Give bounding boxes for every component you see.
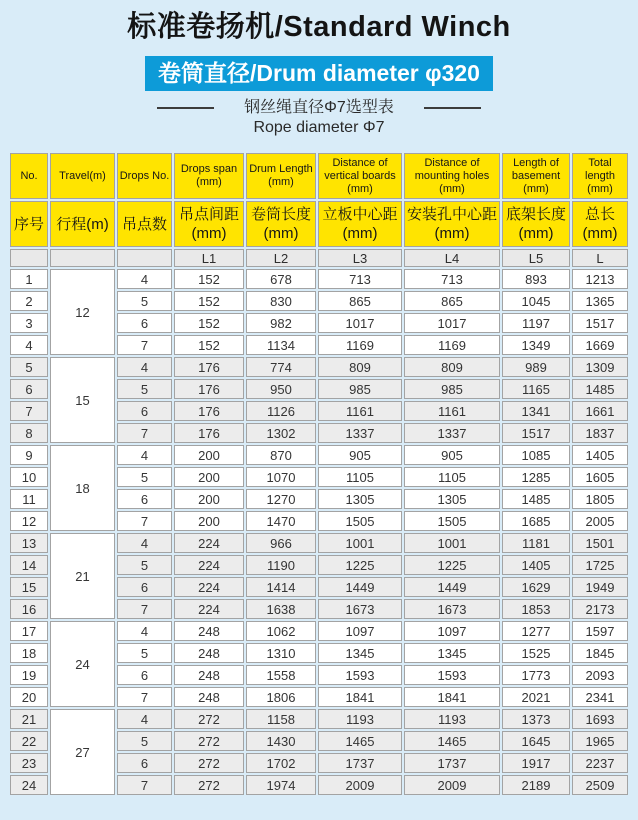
cell-drops: 6 (117, 401, 172, 421)
cell-mounting-holes: 1449 (404, 577, 500, 597)
cell-drops-span: 272 (174, 753, 244, 773)
header-symbol-drops_span: L1 (174, 249, 244, 267)
cell-drum-length: 1062 (246, 621, 316, 641)
cell-vertical-boards: 1737 (318, 753, 402, 773)
drum-diameter-banner (145, 56, 493, 91)
cell-vertical-boards: 1161 (318, 401, 402, 421)
page (0, 10, 638, 820)
cell-drum-length: 1126 (246, 401, 316, 421)
cell-drops: 7 (117, 687, 172, 707)
cell-drum-length: 1702 (246, 753, 316, 773)
cell-total-length: 1965 (572, 731, 628, 751)
cell-total-length: 1805 (572, 489, 628, 509)
cell-drops: 5 (117, 379, 172, 399)
cell-drum-length: 830 (246, 291, 316, 311)
cell-vertical-boards: 1593 (318, 665, 402, 685)
cell-drops-span: 248 (174, 665, 244, 685)
cell-drops-span: 176 (174, 379, 244, 399)
cell-vertical-boards: 1193 (318, 709, 402, 729)
header-symbol-row (10, 249, 628, 267)
cell-drum-length: 1190 (246, 555, 316, 575)
cell-drum-length: 1134 (246, 335, 316, 355)
cell-total-length: 1365 (572, 291, 628, 311)
cell-basement-length: 1165 (502, 379, 570, 399)
cell-drops-span: 272 (174, 775, 244, 795)
cell-travel: 21 (50, 533, 115, 619)
cell-total-length: 2341 (572, 687, 628, 707)
cell-basement-length: 1629 (502, 577, 570, 597)
cell-vertical-boards: 713 (318, 269, 402, 289)
cell-vertical-boards: 809 (318, 357, 402, 377)
header-en-total_length: Total length (mm) (572, 153, 628, 199)
cell-total-length: 1213 (572, 269, 628, 289)
table-row (10, 709, 628, 729)
cell-drops-span: 200 (174, 445, 244, 465)
header-symbol-basement_length: L5 (502, 249, 570, 267)
cell-total-length: 1501 (572, 533, 628, 553)
cell-mounting-holes: 1097 (404, 621, 500, 641)
cell-drops: 7 (117, 599, 172, 619)
cell-no: 7 (10, 401, 48, 421)
cell-drops: 6 (117, 665, 172, 685)
cell-vertical-boards: 1305 (318, 489, 402, 509)
cell-drum-length: 1470 (246, 511, 316, 531)
cell-drops: 6 (117, 489, 172, 509)
cell-drops-span: 152 (174, 313, 244, 333)
cell-vertical-boards: 905 (318, 445, 402, 465)
cell-total-length: 1661 (572, 401, 628, 421)
cell-drops-span: 200 (174, 489, 244, 509)
cell-no: 3 (10, 313, 48, 333)
cell-drum-length: 1310 (246, 643, 316, 663)
cell-drum-length: 1558 (246, 665, 316, 685)
cell-drum-length: 1430 (246, 731, 316, 751)
cell-no: 8 (10, 423, 48, 443)
cell-no: 14 (10, 555, 48, 575)
cell-drum-length: 1158 (246, 709, 316, 729)
cell-no: 5 (10, 357, 48, 377)
cell-drum-length: 966 (246, 533, 316, 553)
cell-basement-length: 1485 (502, 489, 570, 509)
cell-drum-length: 1638 (246, 599, 316, 619)
table-row (10, 357, 628, 377)
cell-total-length: 1845 (572, 643, 628, 663)
cell-total-length: 1949 (572, 577, 628, 597)
cell-drops: 6 (117, 577, 172, 597)
header-cn-travel: 行程(m) (50, 201, 115, 247)
cell-travel: 12 (50, 269, 115, 355)
cell-no: 22 (10, 731, 48, 751)
cell-basement-length: 1525 (502, 643, 570, 663)
left-dash-rule (157, 107, 214, 109)
cell-drops-span: 248 (174, 687, 244, 707)
cell-drops: 7 (117, 335, 172, 355)
cell-drum-length: 950 (246, 379, 316, 399)
header-symbol-total_length: L (572, 249, 628, 267)
cell-total-length: 2093 (572, 665, 628, 685)
cell-mounting-holes: 809 (404, 357, 500, 377)
cell-vertical-boards: 2009 (318, 775, 402, 795)
cell-basement-length: 893 (502, 269, 570, 289)
cell-basement-length: 1917 (502, 753, 570, 773)
cell-mounting-holes: 1337 (404, 423, 500, 443)
cell-drops-span: 152 (174, 291, 244, 311)
cell-basement-length: 2189 (502, 775, 570, 795)
header-en-drum_length: Drum Length (mm) (246, 153, 316, 199)
cell-vertical-boards: 1225 (318, 555, 402, 575)
cell-basement-length: 1197 (502, 313, 570, 333)
header-cn-drops_span: 吊点间距 (mm) (174, 201, 244, 247)
cell-drops: 4 (117, 445, 172, 465)
cell-drops-span: 200 (174, 511, 244, 531)
cell-mounting-holes: 985 (404, 379, 500, 399)
cell-drops: 4 (117, 533, 172, 553)
cell-no: 23 (10, 753, 48, 773)
header-cn-mounting_holes: 安装孔中心距 (mm) (404, 201, 500, 247)
cell-basement-length: 1045 (502, 291, 570, 311)
cell-basement-length: 1405 (502, 555, 570, 575)
header-cn-vertical_boards: 立板中心距 (mm) (318, 201, 402, 247)
cell-vertical-boards: 985 (318, 379, 402, 399)
cell-drum-length: 1806 (246, 687, 316, 707)
cell-basement-length: 1645 (502, 731, 570, 751)
cell-no: 4 (10, 335, 48, 355)
cell-travel: 15 (50, 357, 115, 443)
cell-total-length: 1309 (572, 357, 628, 377)
cell-drum-length: 1070 (246, 467, 316, 487)
header-en-basement_length: Length of basement (mm) (502, 153, 570, 199)
header-symbol-travel (50, 249, 115, 267)
drum-diameter-banner-label: 卷筒直径/Drum diameter φ320 (158, 60, 480, 86)
cell-vertical-boards: 1337 (318, 423, 402, 443)
cell-drops: 5 (117, 555, 172, 575)
cell-drops: 5 (117, 467, 172, 487)
table-body (10, 269, 628, 795)
cell-drops-span: 224 (174, 599, 244, 619)
cell-no: 21 (10, 709, 48, 729)
cell-drops: 6 (117, 313, 172, 333)
cell-basement-length: 1181 (502, 533, 570, 553)
cell-no: 18 (10, 643, 48, 663)
cell-basement-length: 2021 (502, 687, 570, 707)
cell-basement-length: 1685 (502, 511, 570, 531)
cell-total-length: 1725 (572, 555, 628, 575)
cell-total-length: 1405 (572, 445, 628, 465)
cell-vertical-boards: 1841 (318, 687, 402, 707)
header-cn-basement_length: 底架长度 (mm) (502, 201, 570, 247)
cell-no: 2 (10, 291, 48, 311)
cell-drops: 7 (117, 423, 172, 443)
table-header (10, 153, 628, 267)
cell-basement-length: 1517 (502, 423, 570, 443)
cell-no: 1 (10, 269, 48, 289)
subtitle-block (0, 98, 638, 138)
cell-drops-span: 152 (174, 335, 244, 355)
spec-sheet (0, 10, 638, 797)
cell-mounting-holes: 2009 (404, 775, 500, 795)
cell-basement-length: 1085 (502, 445, 570, 465)
cell-drum-length: 870 (246, 445, 316, 465)
cell-mounting-holes: 1345 (404, 643, 500, 663)
cell-drops: 4 (117, 621, 172, 641)
cell-mounting-holes: 1465 (404, 731, 500, 751)
cell-no: 19 (10, 665, 48, 685)
header-en-mounting_holes: Distance of mounting holes (mm) (404, 153, 500, 199)
cell-drum-length: 1414 (246, 577, 316, 597)
cell-mounting-holes: 1193 (404, 709, 500, 729)
page-title: 标准卷扬机/Standard Winch (127, 11, 511, 43)
cell-no: 12 (10, 511, 48, 531)
cell-travel: 24 (50, 621, 115, 707)
cell-mounting-holes: 1105 (404, 467, 500, 487)
cell-drum-length: 1974 (246, 775, 316, 795)
cell-mounting-holes: 1737 (404, 753, 500, 773)
subtitle-en: Rope diameter Φ7 (253, 119, 385, 136)
cell-total-length: 1517 (572, 313, 628, 333)
cell-drops-span: 224 (174, 533, 244, 553)
cell-drops-span: 152 (174, 269, 244, 289)
cell-drops: 5 (117, 291, 172, 311)
header-cn-row (10, 201, 628, 247)
cell-total-length: 1669 (572, 335, 628, 355)
subtitle-text (244, 98, 394, 138)
cell-no: 13 (10, 533, 48, 553)
header-cn-total_length: 总长 (mm) (572, 201, 628, 247)
cell-vertical-boards: 1449 (318, 577, 402, 597)
right-dash-rule (424, 107, 481, 109)
cell-drops: 4 (117, 709, 172, 729)
cell-drops-span: 248 (174, 621, 244, 641)
cell-total-length: 2509 (572, 775, 628, 795)
cell-drum-length: 774 (246, 357, 316, 377)
cell-mounting-holes: 1001 (404, 533, 500, 553)
cell-vertical-boards: 1505 (318, 511, 402, 531)
cell-total-length: 1485 (572, 379, 628, 399)
cell-mounting-holes: 1017 (404, 313, 500, 333)
cell-basement-length: 1285 (502, 467, 570, 487)
header-en-row (10, 153, 628, 199)
cell-no: 9 (10, 445, 48, 465)
cell-mounting-holes: 1225 (404, 555, 500, 575)
header-en-drops: Drops No. (117, 153, 172, 199)
cell-no: 24 (10, 775, 48, 795)
cell-vertical-boards: 865 (318, 291, 402, 311)
cell-total-length: 1597 (572, 621, 628, 641)
table-row (10, 269, 628, 289)
cell-basement-length: 1277 (502, 621, 570, 641)
cell-mounting-holes: 865 (404, 291, 500, 311)
cell-drops-span: 224 (174, 577, 244, 597)
cell-drops-span: 200 (174, 467, 244, 487)
cell-mounting-holes: 1305 (404, 489, 500, 509)
cell-drum-length: 1270 (246, 489, 316, 509)
table-row (10, 445, 628, 465)
cell-vertical-boards: 1097 (318, 621, 402, 641)
cell-drops: 5 (117, 643, 172, 663)
cell-drops: 7 (117, 511, 172, 531)
cell-basement-length: 1773 (502, 665, 570, 685)
cell-vertical-boards: 1001 (318, 533, 402, 553)
cell-drops-span: 176 (174, 357, 244, 377)
cell-basement-length: 1373 (502, 709, 570, 729)
cell-basement-length: 1341 (502, 401, 570, 421)
cell-travel: 27 (50, 709, 115, 795)
cell-vertical-boards: 1673 (318, 599, 402, 619)
header-symbol-mounting_holes: L4 (404, 249, 500, 267)
cell-no: 20 (10, 687, 48, 707)
cell-total-length: 1605 (572, 467, 628, 487)
header-en-no: No. (10, 153, 48, 199)
cell-drops-span: 176 (174, 401, 244, 421)
cell-no: 11 (10, 489, 48, 509)
cell-drops: 7 (117, 775, 172, 795)
cell-no: 15 (10, 577, 48, 597)
cell-no: 6 (10, 379, 48, 399)
subtitle-cn: 钢丝绳直径Φ7选型表 (244, 99, 394, 116)
cell-drops-span: 272 (174, 709, 244, 729)
cell-no: 17 (10, 621, 48, 641)
cell-drops: 4 (117, 269, 172, 289)
cell-vertical-boards: 1169 (318, 335, 402, 355)
cell-basement-length: 1853 (502, 599, 570, 619)
cell-total-length: 2173 (572, 599, 628, 619)
cell-drops-span: 248 (174, 643, 244, 663)
cell-vertical-boards: 1345 (318, 643, 402, 663)
header-cn-no: 序号 (10, 201, 48, 247)
cell-no: 10 (10, 467, 48, 487)
cell-mounting-holes: 1161 (404, 401, 500, 421)
cell-drum-length: 982 (246, 313, 316, 333)
cell-mounting-holes: 1593 (404, 665, 500, 685)
cell-total-length: 2237 (572, 753, 628, 773)
cell-total-length: 1837 (572, 423, 628, 443)
header-cn-drops: 吊点数 (117, 201, 172, 247)
header-symbol-vertical_boards: L3 (318, 249, 402, 267)
cell-vertical-boards: 1105 (318, 467, 402, 487)
table-row (10, 621, 628, 641)
cell-mounting-holes: 1841 (404, 687, 500, 707)
header-en-vertical_boards: Distance of vertical boards (mm) (318, 153, 402, 199)
header-en-drops_span: Drops span (mm) (174, 153, 244, 199)
cell-mounting-holes: 1505 (404, 511, 500, 531)
cell-drops-span: 176 (174, 423, 244, 443)
cell-drops-span: 224 (174, 555, 244, 575)
rope-selection-table (8, 151, 630, 797)
cell-mounting-holes: 1169 (404, 335, 500, 355)
cell-drops: 4 (117, 357, 172, 377)
cell-mounting-holes: 713 (404, 269, 500, 289)
header-symbol-no (10, 249, 48, 267)
header-symbol-drum_length: L2 (246, 249, 316, 267)
cell-drops: 5 (117, 731, 172, 751)
cell-travel: 18 (50, 445, 115, 531)
header-symbol-drops (117, 249, 172, 267)
cell-total-length: 1693 (572, 709, 628, 729)
header-en-travel: Travel(m) (50, 153, 115, 199)
cell-total-length: 2005 (572, 511, 628, 531)
cell-mounting-holes: 905 (404, 445, 500, 465)
cell-drum-length: 1302 (246, 423, 316, 443)
header-cn-drum_length: 卷筒长度 (mm) (246, 201, 316, 247)
cell-no: 16 (10, 599, 48, 619)
cell-basement-length: 1349 (502, 335, 570, 355)
cell-basement-length: 989 (502, 357, 570, 377)
cell-drops: 6 (117, 753, 172, 773)
cell-vertical-boards: 1465 (318, 731, 402, 751)
table-row (10, 533, 628, 553)
cell-mounting-holes: 1673 (404, 599, 500, 619)
cell-drops-span: 272 (174, 731, 244, 751)
cell-drum-length: 678 (246, 269, 316, 289)
cell-vertical-boards: 1017 (318, 313, 402, 333)
